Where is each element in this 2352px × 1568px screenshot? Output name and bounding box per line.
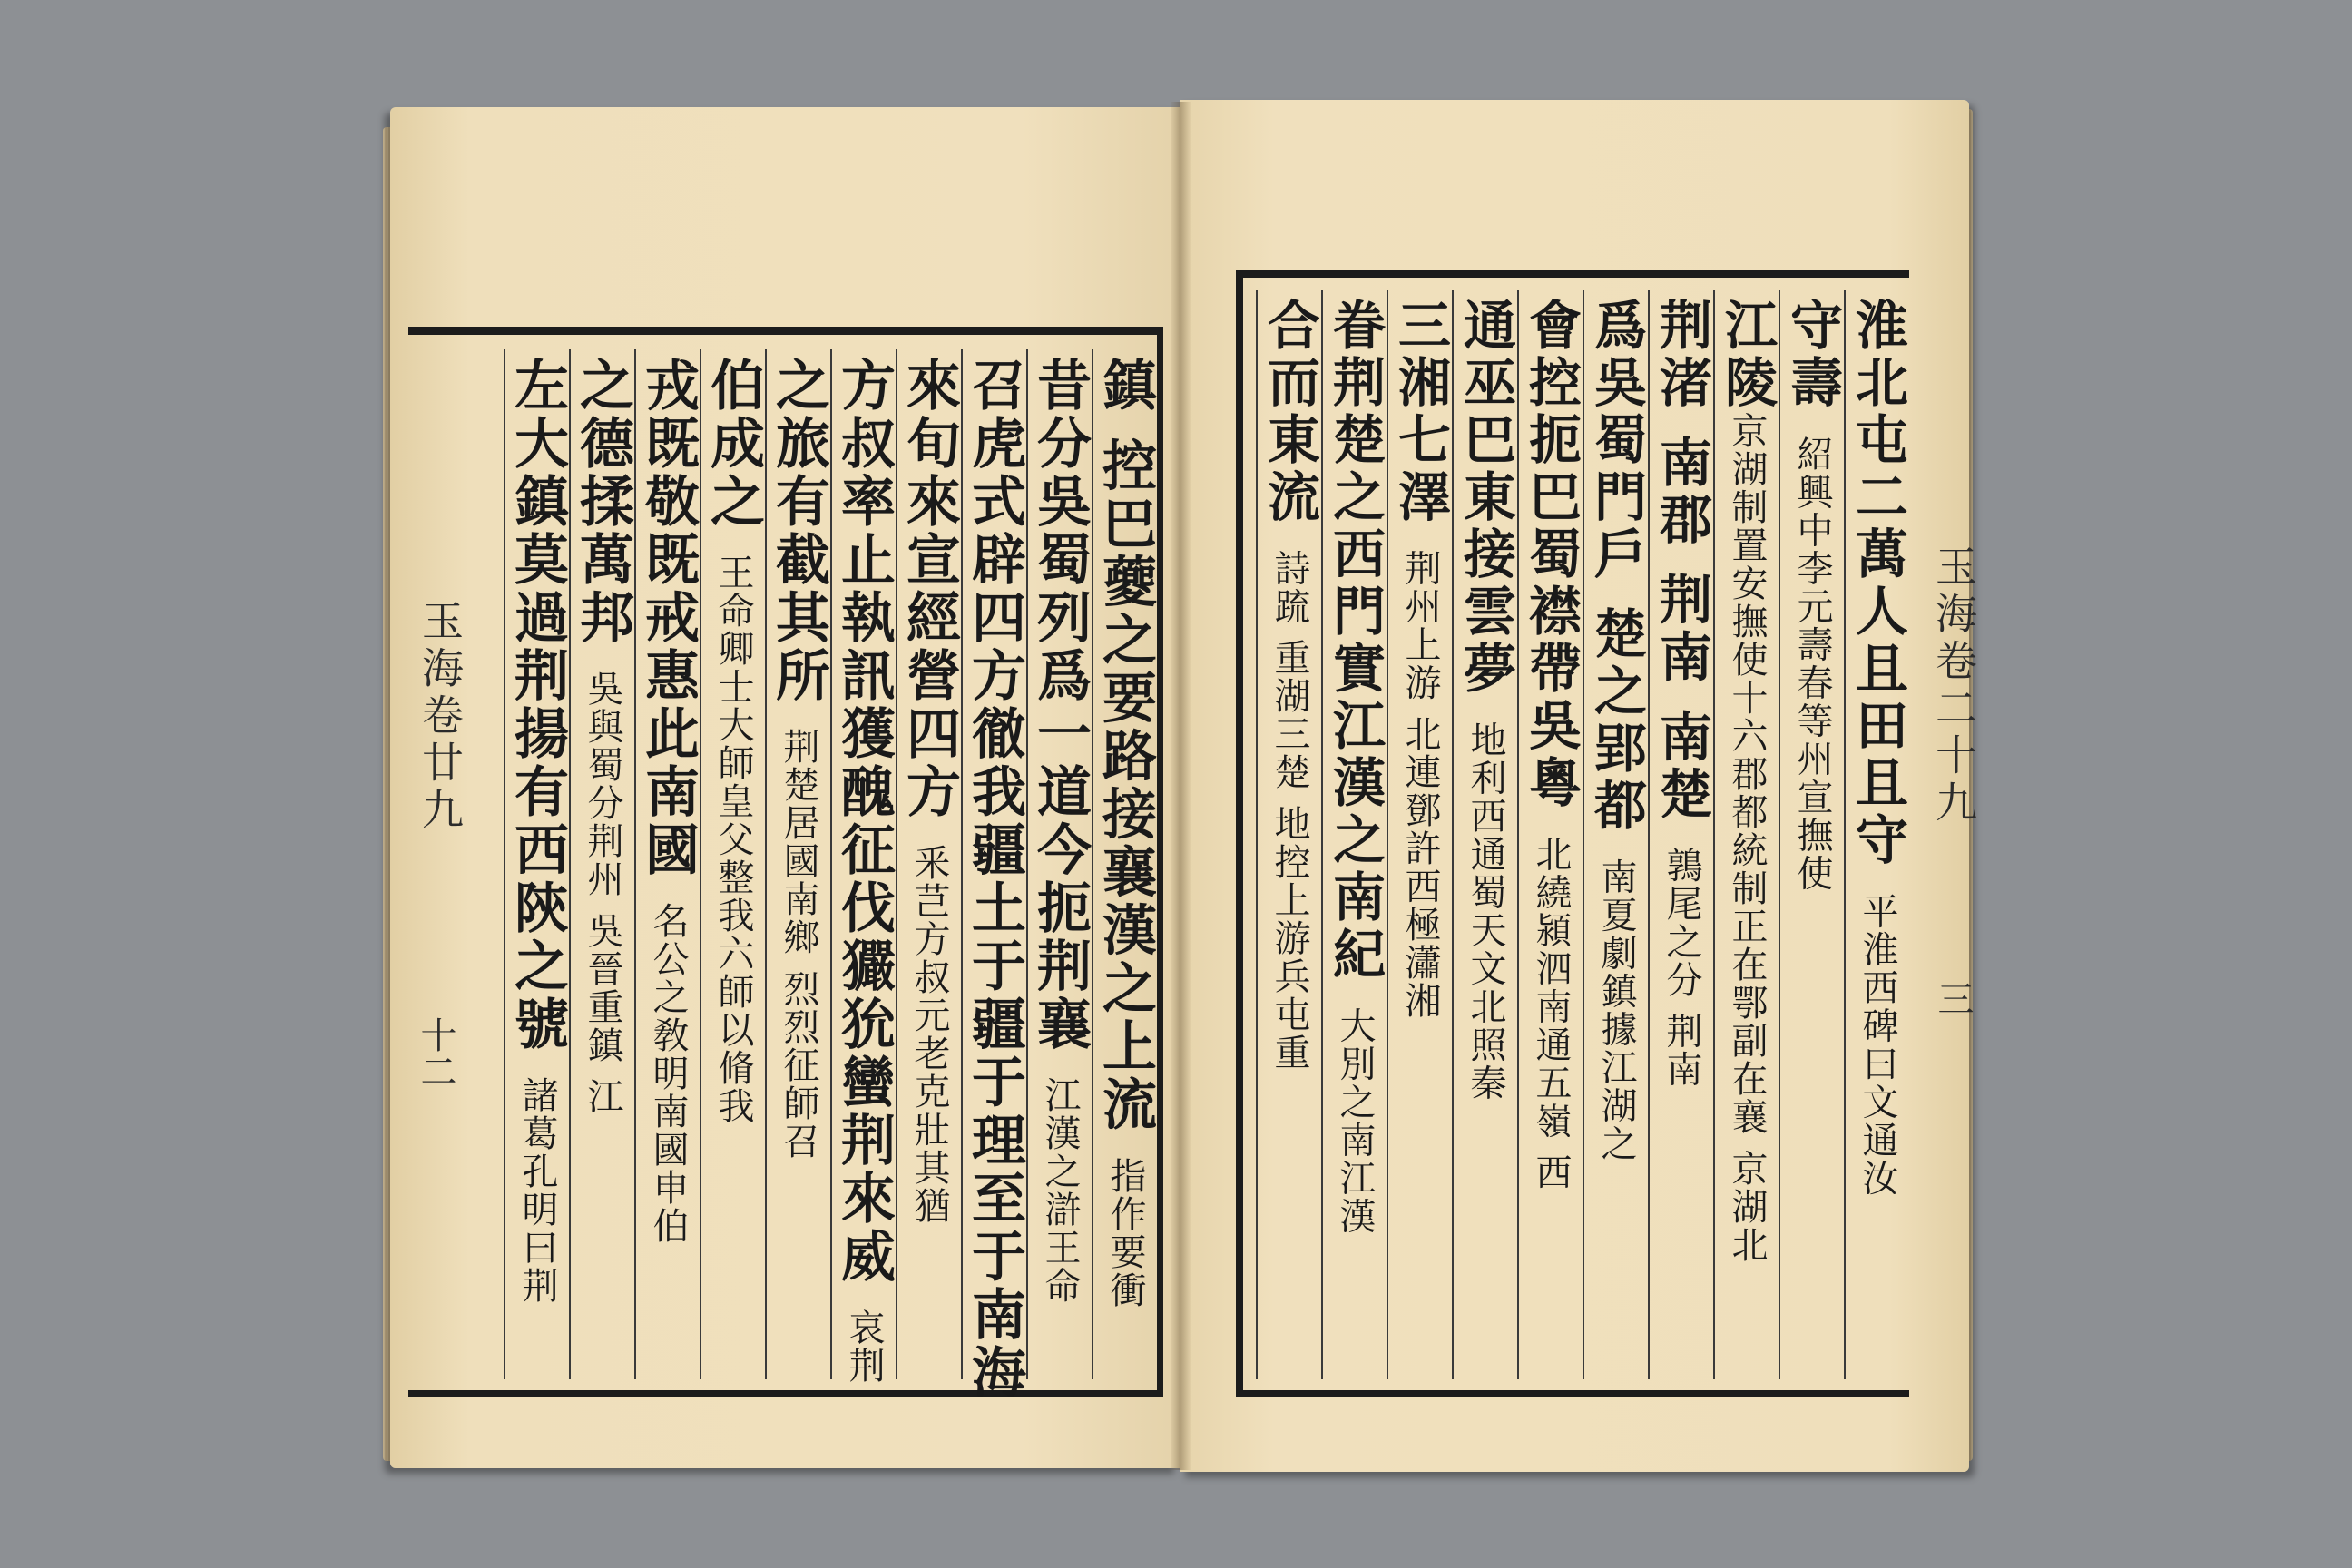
right-col-9: 眷荆楚之西門實江漢之南紀 大別之南江漢 <box>1321 290 1387 1379</box>
right-col-2: 守壽 紹興中李元壽春等州宣撫使 <box>1779 290 1844 1379</box>
left-col-10: 左大鎮莫過荆揚有西陝之號 諸葛孔明曰荆 <box>504 349 569 1379</box>
right-margin-title: 玉海卷二十九 <box>1929 544 1978 828</box>
right-col-7: 通巫巴東接雲夢 地利西通蜀天文北照秦 <box>1452 290 1517 1379</box>
left-text-block <box>408 327 1163 1402</box>
left-col-4: 來旬來宣經營四方 釆芑方叔元老克壯其猶 <box>896 349 961 1379</box>
right-folio: 三 <box>1932 980 1974 1016</box>
left-margin-title: 玉海卷廿九 <box>416 599 465 835</box>
left-col-3: 召虎式辟四方徹我疆土于疆于理至于南海 <box>961 349 1026 1379</box>
right-col-5: 爲吳蜀門戶 楚之郢都 南夏劇鎮據江湖之 <box>1583 290 1648 1379</box>
right-text-block <box>1236 270 1909 1397</box>
book-gutter <box>1171 102 1191 1470</box>
right-col-10: 合而東流 詩䟽 重湖三楚 地控上游兵屯重 <box>1256 290 1321 1379</box>
left-col-5: 方叔率止執訊獲醜征伐玁狁蠻荆來威 哀荆 <box>830 349 896 1379</box>
left-col-8: 戎既敬既戒惠此南國 名公之敎明南國申伯 <box>634 349 700 1379</box>
left-col-7: 伯成之 王命卿士大師皇父整我六師以脩我 <box>700 349 765 1379</box>
right-col-6: 會控扼巴蜀襟帶吳粵 北繞潁泗南通五嶺 西 <box>1517 290 1583 1379</box>
right-col-8: 三湘七澤 荆州上游 北連鄧許西極瀟湘 <box>1387 290 1452 1379</box>
left-col-9: 之德揉萬邦 吳與蜀分荆州 吳晉重鎮 江 <box>569 349 634 1379</box>
right-col-3: 江陵京湖制置安撫使十六郡都統制正在鄂副在襄 京湖北 <box>1713 290 1779 1379</box>
left-col-1: 鎮 控巴䕫之要路接襄漢之上流 指作要衝 <box>1092 349 1157 1379</box>
right-col-4: 荆渚 南郡 荆南 南楚 鶉尾之分 荆南 <box>1648 290 1713 1379</box>
right-col-1: 淮北屯二萬人且田且守 平淮西碑曰文通汝 <box>1844 290 1909 1379</box>
left-folio: 十二 <box>415 1016 456 1089</box>
left-col-6: 之旅有截其所 荆楚居國南鄉 烈烈征師召 <box>765 349 830 1379</box>
left-col-2: 昔分吳蜀列爲一道今扼荆襄 江漢之滸王命 <box>1026 349 1092 1379</box>
